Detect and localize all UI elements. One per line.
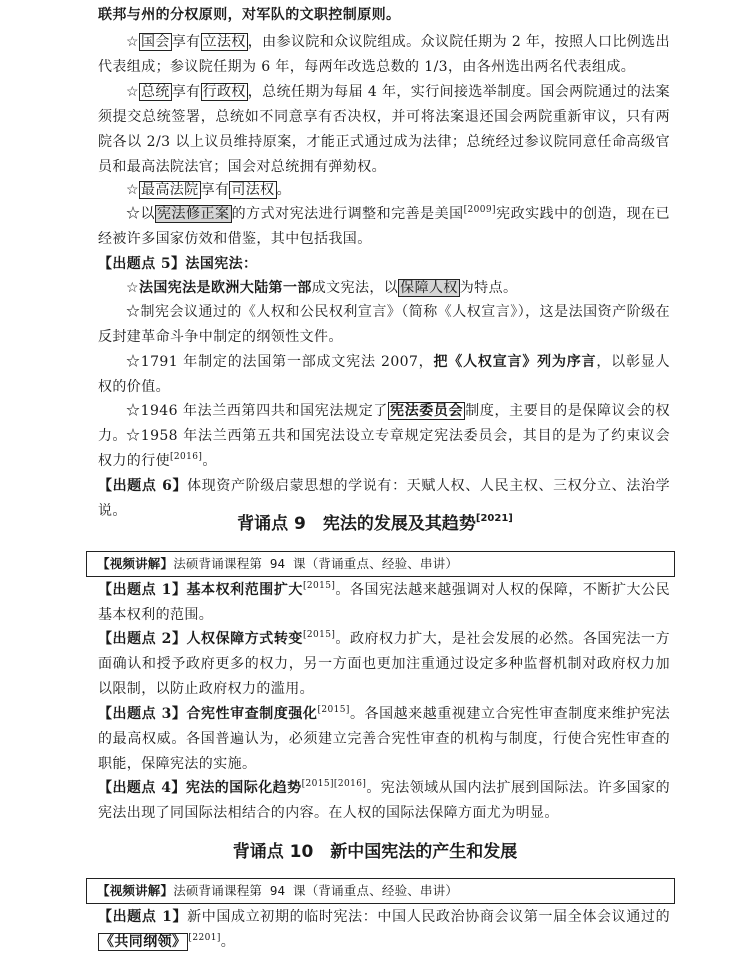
point5-heading: 【出题点 5】法国宪法： <box>98 256 258 272</box>
point5-line2: ☆制宪会议通过的《人权和公民权利宣言》（简称《人权宣言》），这是法国资产阶级在反封建革命斗争中制定的纲领性文件。 <box>98 304 670 345</box>
boxed-term: 《共同纲领》 <box>100 934 187 950</box>
highlighted-term: 保障人权 <box>400 280 458 296</box>
section9-item-2: 【出题点 2】人权保障方式转变[2015]。政府权力扩大，是社会发展的必然。各国宪法一方面确认和授予政府更多的权力，另一方面也更加注重通过设定多种监督机制对政府权力加以限制，以防止政府权力的滥用。 <box>98 630 671 697</box>
section10-title: 背诵点 10 新中国宪法的产生和发展 <box>232 842 518 862</box>
section9-item-4: 【出题点 4】宪法的国际化趋势[2015][2016]。宪法领域从国内法扩展到国际法。许多国家的宪法出现了同国际法相结合的内容。在人权的国际法保障方面尤为明显。 <box>98 779 670 821</box>
section10-video-box: 【视频讲解】法硕背诵课程第 94 课（背诵重点、经验、串讲） <box>86 878 675 904</box>
boxed-term: 立法权 <box>202 34 246 50</box>
amendment-paragraph: ☆以 宪法修正案 的方式对宪法进行调整和完善是美国[2009]宪政实践中的创造，现在已经被许多国家仿效和借鉴，其中包括我国。 <box>98 205 671 247</box>
point5-line5: ☆1958 年法兰西第五共和国宪法设立专章规定宪法委员会，其目的是为了约束议会权力的行使[2016]。 <box>98 428 670 469</box>
point6-line: 【出题点 6】体现资产阶级启蒙思想的学说有：天赋人权、人民主权、三权分立、法治学说。 <box>98 478 670 519</box>
section9-video-box: 【视频讲解】法硕背诵课程第 94 课（背诵重点、经验、串讲） <box>86 551 675 577</box>
point5-line4: ☆1946 年法兰西第四共和国宪法规定了 宪法委员会 制度，主要目的是保障议会的权力。 <box>98 403 671 444</box>
boxed-term: 总统 <box>140 84 170 100</box>
section9-item-3: 【出题点 3】合宪性审查制度强化[2015]。各国越来越重视建立合宪性审查制度来维护宪法的最高权威。各国普遍认为，必须建立完善合宪性审查的机构与制度，行使合宪性审查的职能，保障宪法的实施。 <box>98 705 670 772</box>
boxed-term: 行政权 <box>202 84 246 100</box>
section9-item-1: 【出题点 1】基本权利范围扩大[2015]。各国宪法越来越强调对人权的保障，不断扩大公民基本权利的范围。 <box>98 581 671 623</box>
point5-line3: ☆1791 年制定的法国第一部成文宪法 2007，把《人权宣言》列为序言，以彰显人权的价值。 <box>98 354 670 395</box>
section10-item-1: 【出题点 1】新中国成立初期的临时宪法：中国人民政治协商会议第一届全体会议通过的《共同纲领》 [2201]。 <box>98 909 670 950</box>
point5-line1: ☆法国宪法是欧洲大陆第一部成文宪法，以 保障人权 为特点。 <box>126 280 518 296</box>
boxed-term: 国会 <box>140 34 170 50</box>
intro-line: 联邦与州的分权原则，对军队的文职控制原则。 <box>98 7 401 23</box>
boxed-term: 宪法委员会 <box>390 403 464 419</box>
president-paragraph: ☆ 总统 享有 行政权 ，总统任期为每届 4 年，实行间接选举制度。国会两院通过的法案须提交总统签署，总统如不同意享有否决权，并可将法案退还国会两院重新审议，只有两院各以 2/3 以上议员维持原案，才能正式通过成为法律；总统经过参议院同意任命高级官员和最高法院法官；国会对总统拥有弹劾权。 <box>98 84 670 175</box>
congress-paragraph: ☆ 国会 享有 立法权 ，由参议院和众议院组成。众议院任期为 2 年，按照人口比例选出代表组成；参议院任期为 6 年，每两年改选总数的 1/3，由各州选出两名代表组成。 <box>98 34 670 75</box>
highlighted-term: 宪法修正案 <box>157 206 230 222</box>
boxed-term: 最高法院 <box>140 182 199 198</box>
section9-title: 背诵点 9 宪法的发展及其趋势[2021] <box>237 513 513 534</box>
court-paragraph: ☆ 最高法院 享有 司法权 。 <box>126 182 291 198</box>
boxed-term: 司法权 <box>231 182 275 198</box>
